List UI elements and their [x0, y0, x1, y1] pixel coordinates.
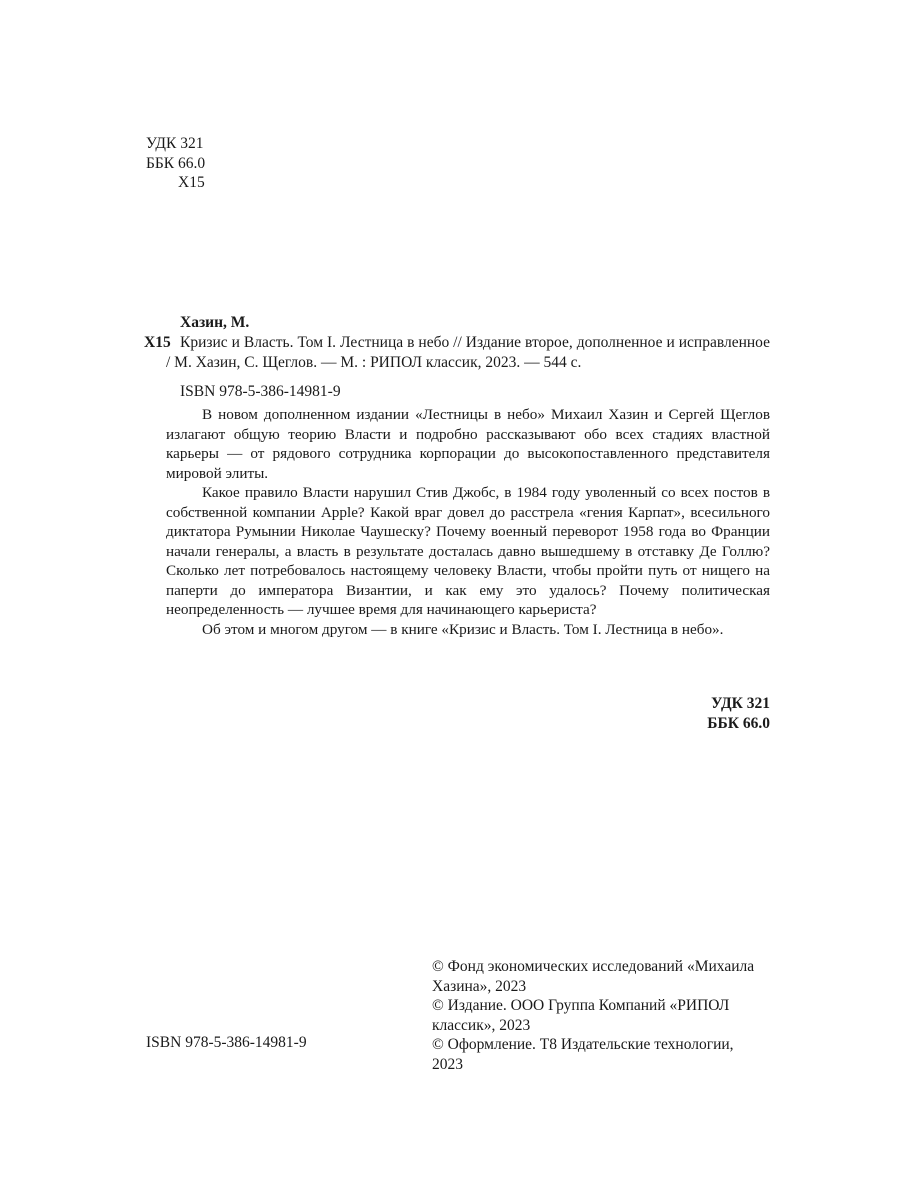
copyright-line: © Издание. ООО Группа Компаний «РИПОЛ	[432, 997, 730, 1014]
top-bbk: ББК 66.0	[146, 154, 206, 172]
right-bbk: ББК 66.0	[707, 714, 770, 732]
annotation-paragraph: Об этом и многом другом — в книге «Кризис и Власть. Том I. Лестница в небо».	[202, 620, 724, 638]
classification-right	[707, 694, 770, 733]
annotation-paragraph: Какое правило Власти нарушил Стив Джобс, в 1984 году уволенный со всех постов в собственной компании Apple? Какой враг довел до расстрела «гения Карпат», всесильного диктатора Румынии Николае Чаушеску? Почему военный переворот 1958 года во Франции начали генералы, а власть в результате досталась давно вышедшему в отставку Де Голлю? Сколько лет потребовалось настоящему человеку Власти, чтобы пройти путь от нищего на паперти до императора Византии, и как ему это удалось? Почему политическая неопределенность — лучшее время для начинающего карьериста?	[166, 484, 770, 618]
copyright-block	[432, 957, 772, 1074]
copyright-line: © Фонд экономических исследований «Михаила	[432, 958, 755, 975]
annotation	[166, 405, 770, 639]
entry-title: Кризис и Власть. Том I. Лестница в небо // Издание второе, дополненное и исправленное / М. Хазин, С. Щеглов. — М. : РИПОЛ классик, 2023. — 544 с.	[166, 334, 770, 371]
entry-author-sign: Х15	[144, 334, 171, 351]
top-author-sign: Х15	[178, 174, 205, 191]
annotation-paragraph: В новом дополненном издании «Лестницы в небо» Михаил Хазин и Сергей Щеглов излагают общую теорию Власти и подробно рассказывают обо всех стадиях властной карьеры — от рядового сотрудника корпорации до высокопоставленного представителя мировой элиты.	[166, 406, 770, 482]
top-udk: УДК 321	[146, 135, 204, 152]
entry-author: Хазин, М.	[180, 314, 250, 331]
right-udk: УДК 321	[711, 695, 770, 712]
top-classification-block	[146, 134, 205, 193]
copyright-line: классик», 2023	[432, 1016, 531, 1034]
bibliographic-entry	[166, 313, 770, 402]
copyright-line: Хазина», 2023	[432, 977, 527, 995]
copyright-line: © Оформление. Т8 Издательские технологии,	[432, 1036, 734, 1053]
copyright-line: 2023	[432, 1055, 463, 1073]
isbn-bottom: ISBN 978-5-386-14981-9	[146, 1034, 307, 1051]
entry-isbn: ISBN 978-5-386-14981-9	[180, 383, 341, 400]
